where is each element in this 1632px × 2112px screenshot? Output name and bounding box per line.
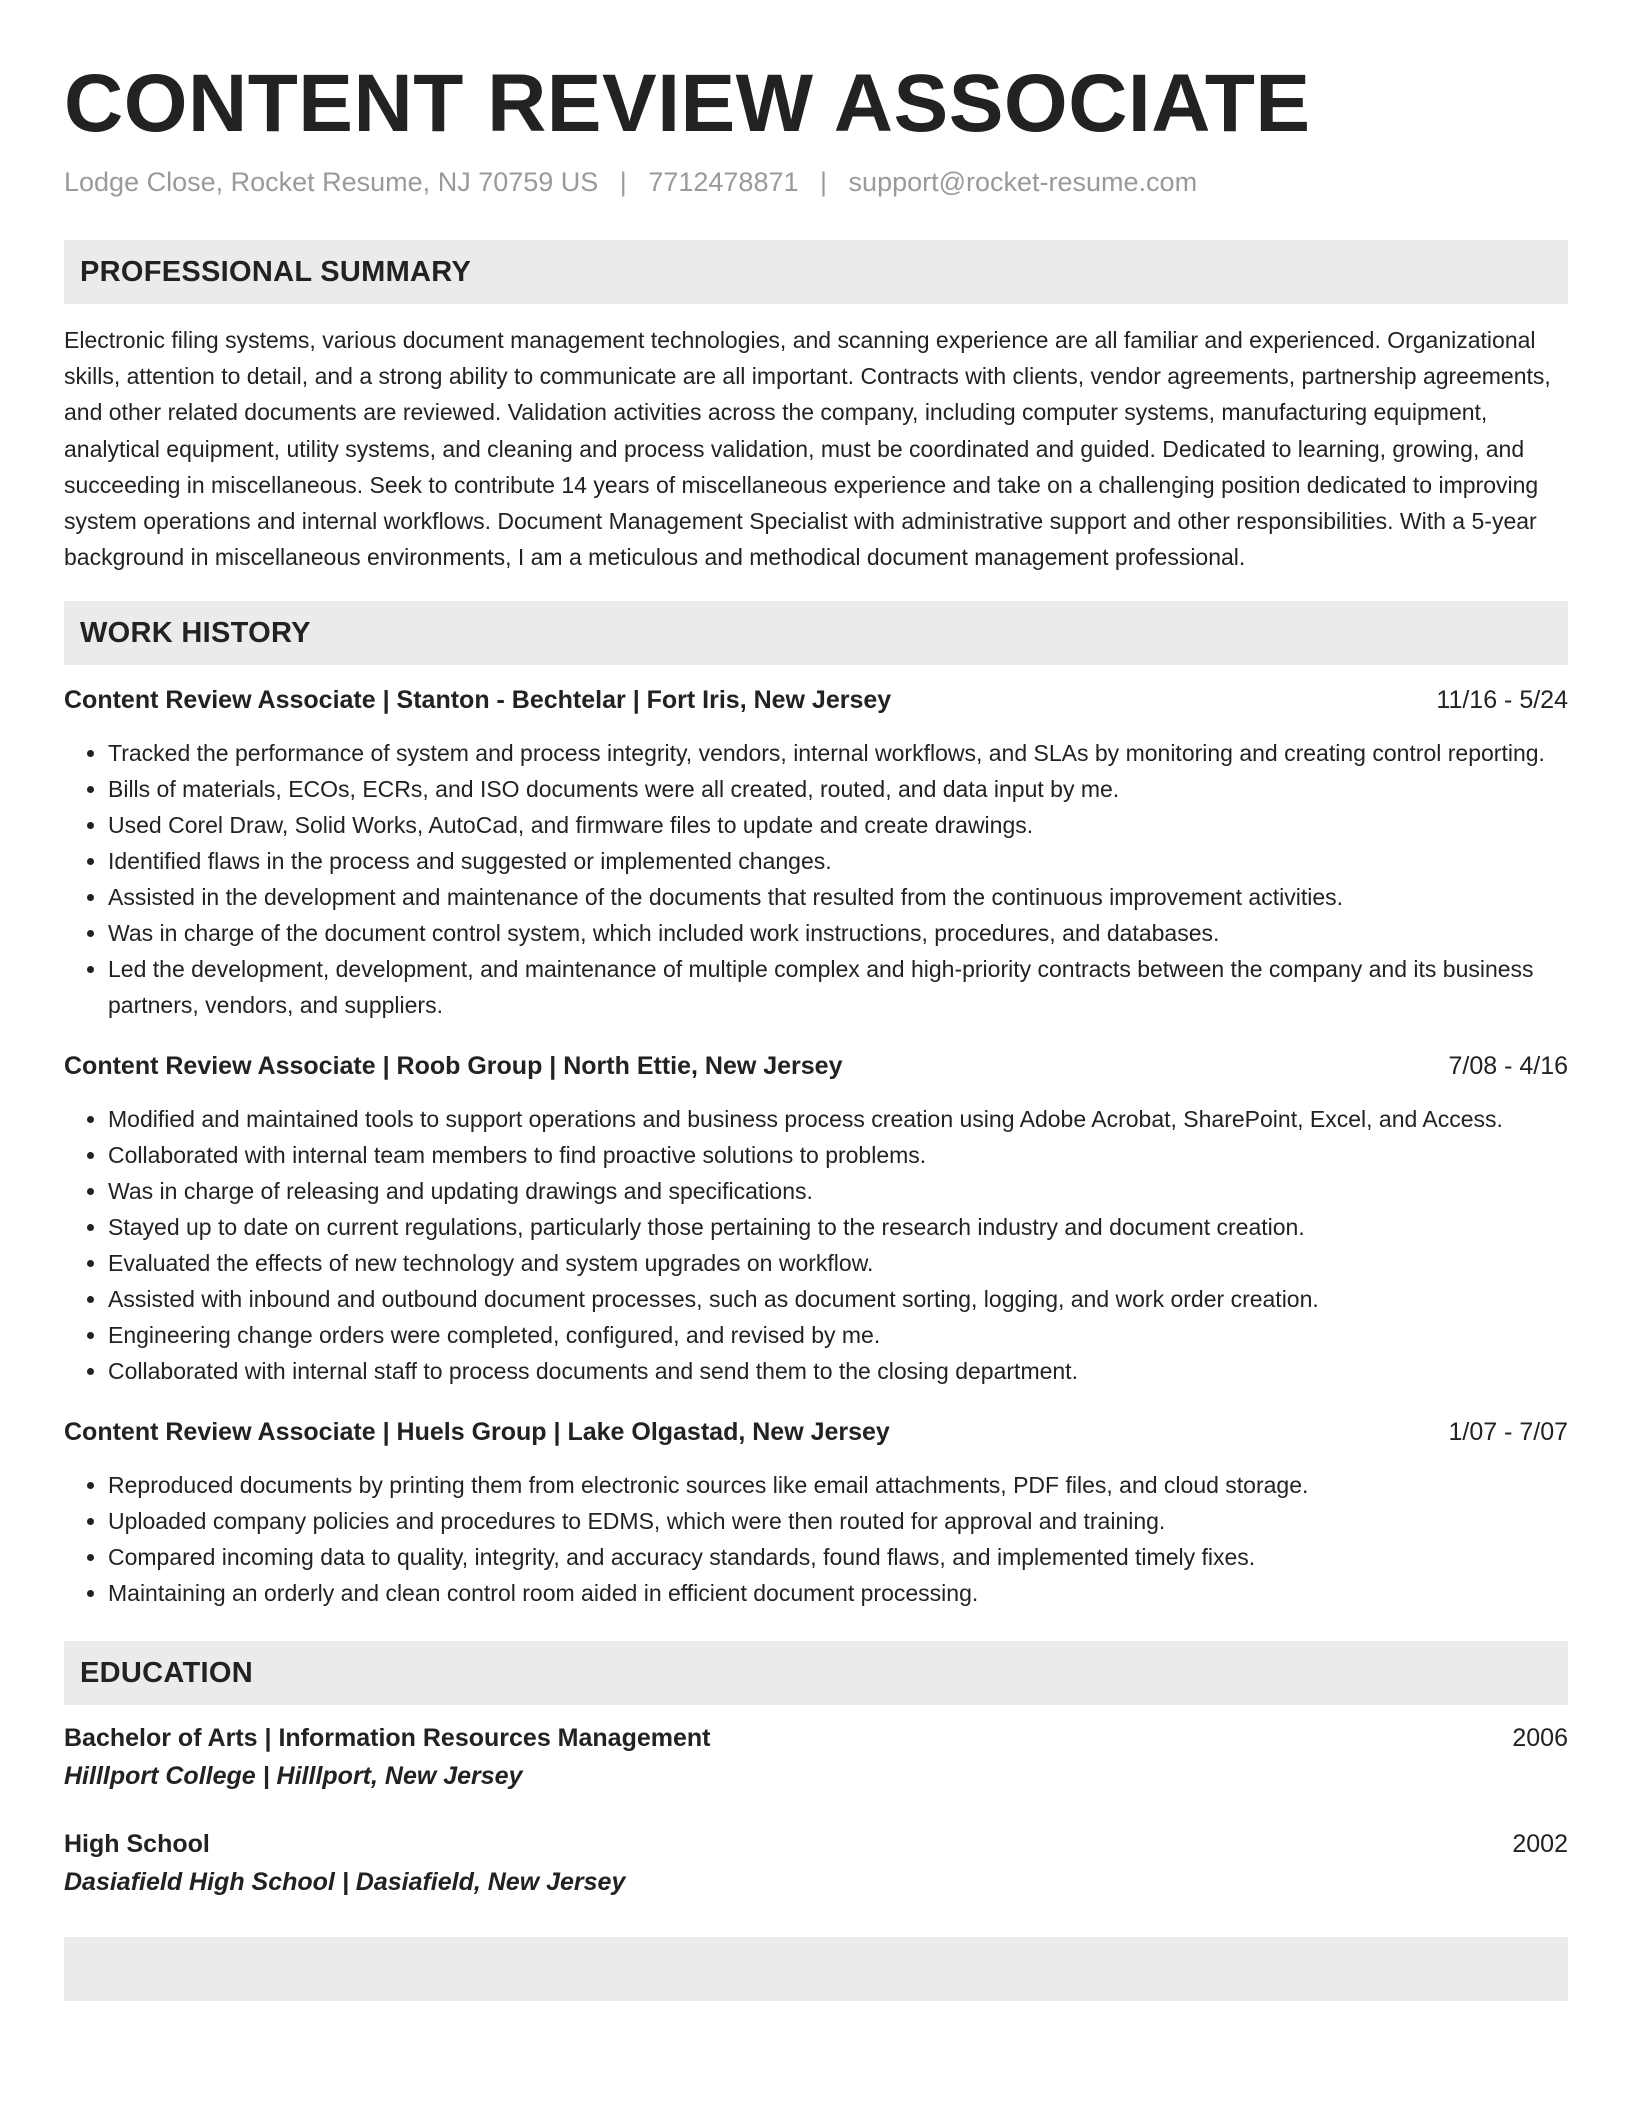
education-degree: Bachelor of Arts | Information Resources Management — [64, 1724, 711, 1753]
job-bullet: • Engineering change orders were completed, configured, and revised by me. — [108, 1317, 1568, 1353]
job-bullet: • Modified and maintained tools to support operations and business process creation using Adobe Acrobat, SharePoint, Excel, and Access. — [108, 1101, 1568, 1137]
contact-address: Lodge Close, Rocket Resume, NJ 70759 US — [64, 167, 599, 197]
job-entry — [64, 1415, 1568, 1611]
job-title: Content Review Associate | Roob Group | North Ettie, New Jersey — [64, 1052, 843, 1081]
job-title: Content Review Associate | Huels Group | Lake Olgastad, New Jersey — [64, 1418, 890, 1447]
job-bullet: • Assisted with inbound and outbound document processes, such as document sorting, logging, and work order creation. — [108, 1281, 1568, 1317]
contact-line — [64, 164, 1568, 200]
contact-phone: 7712478871 — [648, 167, 799, 197]
education-school: Hilllport College | Hilllport, New Jersey — [64, 1762, 523, 1791]
job-dates: 11/16 - 5/24 — [1436, 686, 1568, 715]
next-section-header — [64, 1937, 1568, 2001]
summary-section-title: PROFESSIONAL SUMMARY — [80, 255, 472, 288]
education-section-title: EDUCATION — [80, 1656, 253, 1689]
job-bullet: • Collaborated with internal team members to find proactive solutions to problems. — [108, 1137, 1568, 1173]
job-bullet-list — [64, 1467, 1568, 1611]
contact-email: support@rocket-resume.com — [848, 167, 1198, 197]
job-bullet: • Evaluated the effects of new technology and system upgrades on workflow. — [108, 1245, 1568, 1281]
education-degree: High School — [64, 1830, 210, 1859]
job-bullet: • Stayed up to date on current regulations, particularly those pertaining to the research industry and document creation. — [108, 1209, 1568, 1245]
job-bullet: • Uploaded company policies and procedures to EDMS, which were then routed for approval and training. — [108, 1503, 1568, 1539]
job-bullet: • Maintaining an orderly and clean control room aided in efficient document processing. — [108, 1575, 1568, 1611]
job-bullet: • Led the development, development, and maintenance of multiple complex and high-priority contracts between the company and its business partners, vendors, and suppliers. — [108, 951, 1568, 1023]
job-header — [64, 683, 1568, 717]
summary-section-header — [64, 240, 1568, 304]
job-bullet-list — [64, 1101, 1568, 1389]
job-header — [64, 1415, 1568, 1449]
education-header — [64, 1827, 1568, 1861]
contact-separator: | — [619, 167, 627, 197]
job-bullet: • Collaborated with internal staff to process documents and send them to the closing department. — [108, 1353, 1568, 1389]
job-bullet: • Identified flaws in the process and suggested or implemented changes. — [108, 843, 1568, 879]
job-bullet: • Assisted in the development and maintenance of the documents that resulted from the continuous improvement activities. — [108, 879, 1568, 915]
resume-name-heading: CONTENT REVIEW ASSOCIATE — [64, 58, 1311, 149]
summary-text: Electronic filing systems, various document management technologies, and scanning experience are all familiar and experienced. Organizational skills, attention to detail, and a strong ability to communicate are all important. Contracts with clients, vendor agreements, partnership agreements, and other related documents are reviewed. Validation activities across the company, including computer systems, manufacturing equipment, analytical equipment, utility systems, and cleaning and process validation, must be coordinated and guided. Dedicated to learning, growing, and succeeding in miscellaneous. Seek to contribute 14 years of miscellaneous experience and take on a challenging position dedicated to improving system operations and internal workflows. Document Management Specialist with administrative support and other responsibilities. With a 5-year background in miscellaneous environments, I am a meticulous and methodical document management professional. — [64, 327, 1551, 571]
education-entry — [64, 1721, 1568, 1793]
job-dates: 1/07 - 7/07 — [1448, 1418, 1568, 1447]
job-bullet: • Was in charge of releasing and updating drawings and specifications. — [108, 1173, 1568, 1209]
education-header — [64, 1721, 1568, 1755]
work-history-section-header — [64, 601, 1568, 665]
work-history-section-title: WORK HISTORY — [80, 616, 311, 649]
job-bullet: • Was in charge of the document control system, which included work instructions, procedures, and databases. — [108, 915, 1568, 951]
job-bullet: • Tracked the performance of system and process integrity, vendors, internal workflows, and SLAs by monitoring and creating control reporting. — [108, 735, 1568, 771]
job-header — [64, 1049, 1568, 1083]
job-entry — [64, 683, 1568, 1023]
education-section-header — [64, 1641, 1568, 1705]
job-dates: 7/08 - 4/16 — [1448, 1052, 1568, 1081]
job-title: Content Review Associate | Stanton - Bechtelar | Fort Iris, New Jersey — [64, 686, 892, 715]
job-bullet: • Bills of materials, ECOs, ECRs, and ISO documents were all created, routed, and data input by me. — [108, 771, 1568, 807]
education-entry — [64, 1827, 1568, 1899]
education-year: 2006 — [1512, 1724, 1568, 1753]
contact-separator: | — [820, 167, 828, 197]
job-bullet: • Reproduced documents by printing them from electronic sources like email attachments, PDF files, and cloud storage. — [108, 1467, 1568, 1503]
education-year: 2002 — [1512, 1830, 1568, 1859]
job-bullet: • Compared incoming data to quality, integrity, and accuracy standards, found flaws, and implemented timely fixes. — [108, 1539, 1568, 1575]
job-bullet: • Used Corel Draw, Solid Works, AutoCad, and firmware files to update and create drawings. — [108, 807, 1568, 843]
education-school: Dasiafield High School | Dasiafield, New Jersey — [64, 1868, 626, 1897]
resume-page — [64, 0, 1568, 2001]
job-entry — [64, 1049, 1568, 1389]
job-bullet-list — [64, 735, 1568, 1023]
